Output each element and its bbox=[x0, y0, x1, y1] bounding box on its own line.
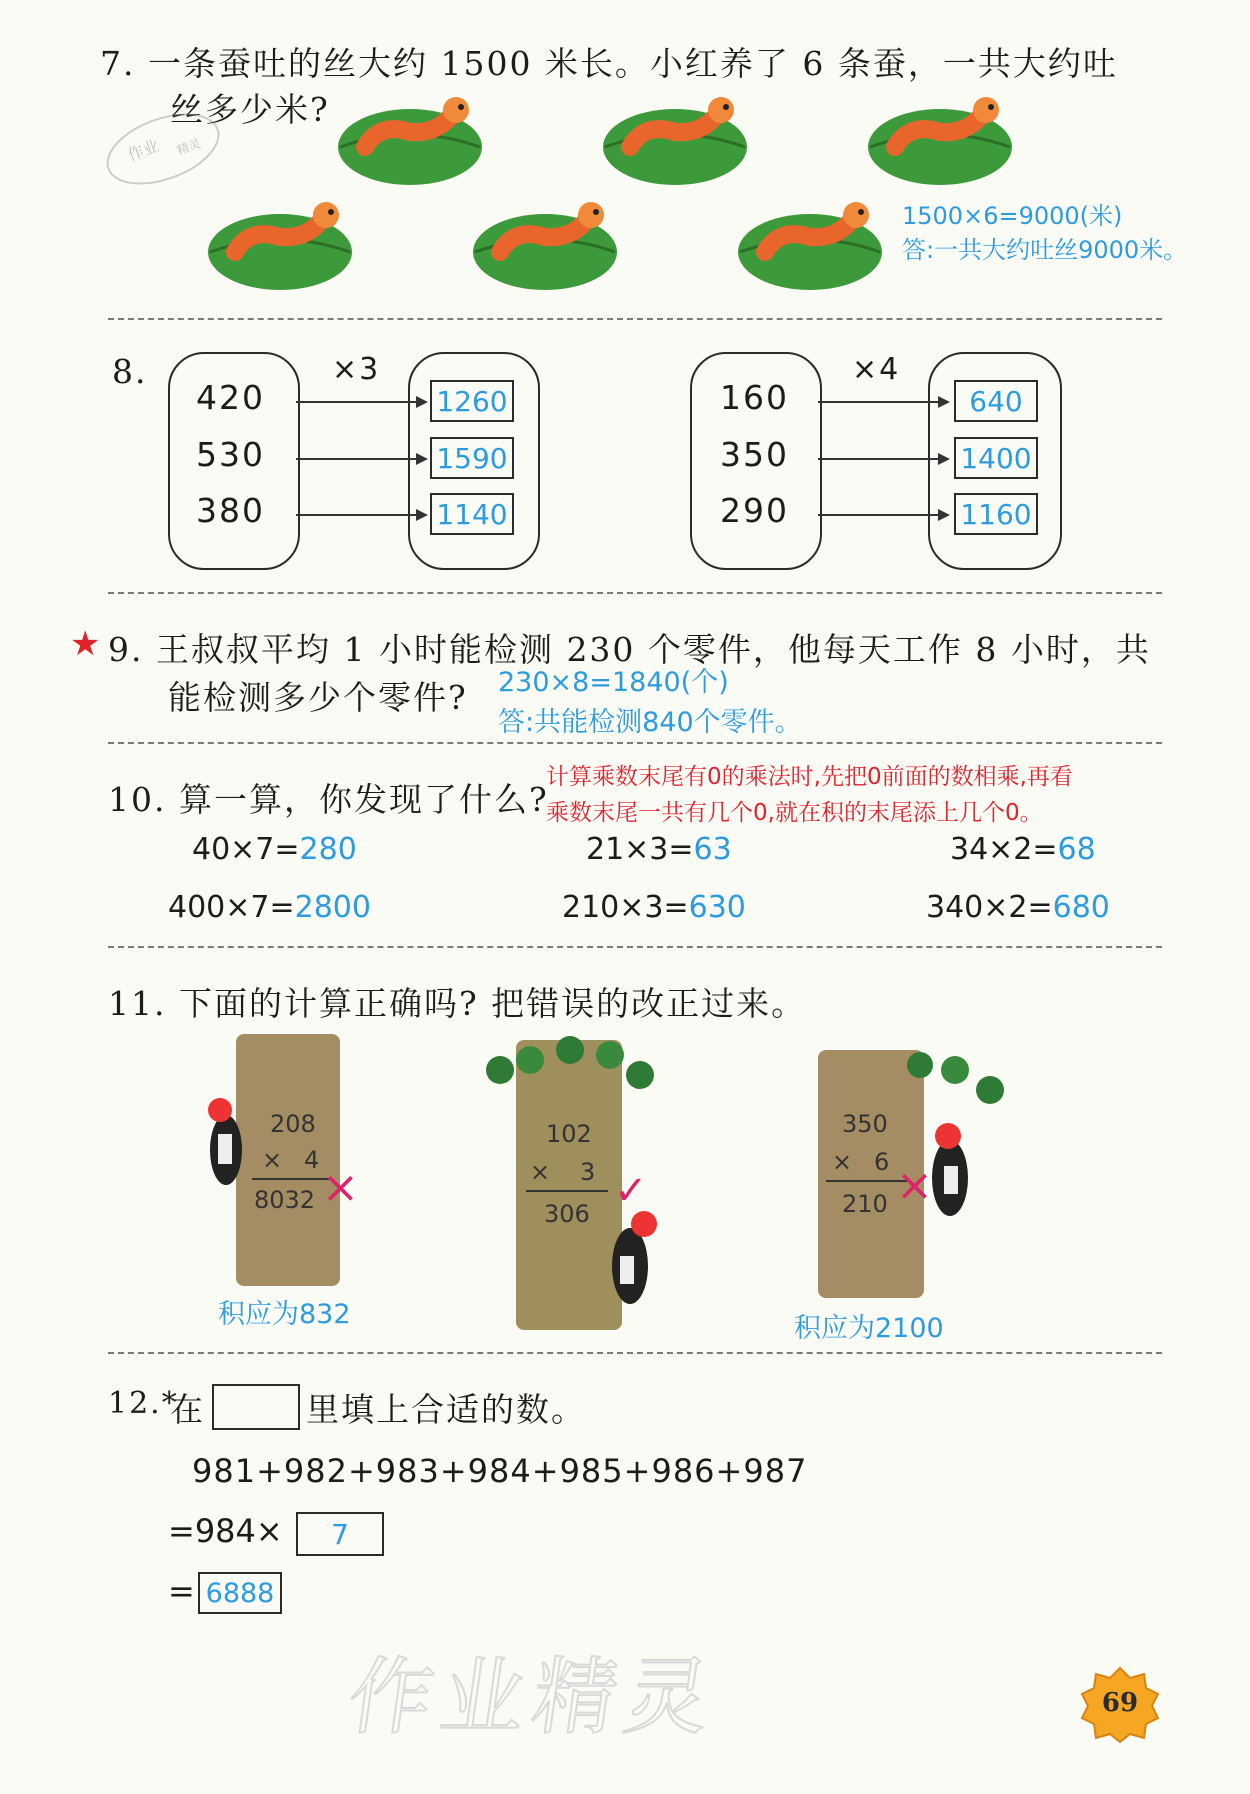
arrow-icon bbox=[818, 401, 948, 403]
woodpecker-icon bbox=[598, 1206, 668, 1316]
answer-box[interactable]: 1140 bbox=[430, 493, 514, 535]
input-value: 530 bbox=[196, 435, 265, 474]
watermark-text: 作业精灵 bbox=[342, 1648, 724, 1746]
q9-line2: 能检测多少个零件? bbox=[168, 678, 468, 717]
q12-line1: 981+982+983+984+985+986+987 bbox=[192, 1452, 808, 1490]
input-value: 420 bbox=[196, 378, 265, 417]
page-number: 69 bbox=[1101, 1688, 1139, 1718]
wrong-mark-icon: × bbox=[896, 1160, 933, 1211]
tree-times: × bbox=[530, 1158, 551, 1186]
tree-correction: 积应为2100 bbox=[794, 1313, 944, 1344]
answer-box[interactable]: 6888 bbox=[198, 1572, 282, 1614]
arrow-icon bbox=[818, 458, 948, 460]
tree-times: × bbox=[832, 1148, 853, 1176]
q12-number: 12.* bbox=[108, 1386, 179, 1421]
input-value: 160 bbox=[720, 378, 789, 417]
calc-item: 400×7=2800 bbox=[168, 890, 371, 925]
q8-number: 8. bbox=[112, 352, 148, 391]
tree-multiplier: 4 bbox=[304, 1146, 320, 1174]
answer-box[interactable]: 640 bbox=[954, 380, 1038, 422]
silkworm-icon bbox=[868, 97, 1012, 185]
tree-result: 306 bbox=[544, 1200, 590, 1228]
divider bbox=[108, 318, 1162, 320]
answer-box[interactable]: 1590 bbox=[430, 437, 514, 479]
svg-text:精灵: 精灵 bbox=[175, 136, 203, 158]
tree-multiplier: 6 bbox=[874, 1148, 890, 1176]
silkworm-icon bbox=[738, 202, 882, 290]
tree-rule bbox=[526, 1190, 608, 1192]
tree-result: 210 bbox=[842, 1190, 888, 1218]
input-value: 380 bbox=[196, 491, 265, 530]
blank-box-icon bbox=[212, 1384, 300, 1430]
q7-line1: 7. 一条蚕吐的丝大约 1500 米长。小红养了 6 条蚕，一共大约吐 bbox=[100, 44, 1118, 83]
q7-answer-text: 答:一共大约吐丝9000米。 bbox=[902, 236, 1188, 264]
tree-multiplicand: 208 bbox=[270, 1110, 316, 1138]
tree-result: 8032 bbox=[254, 1186, 316, 1214]
calc-item: 21×3=63 bbox=[586, 832, 732, 867]
q12-text-after: 里填上合适的数。 bbox=[306, 1390, 586, 1429]
tree-times: × bbox=[262, 1146, 283, 1174]
divider bbox=[108, 946, 1162, 948]
woodpecker-icon bbox=[196, 1090, 256, 1190]
operator-right: ×4 bbox=[852, 352, 901, 387]
answer-box[interactable]: 7 bbox=[296, 1512, 384, 1556]
divider bbox=[108, 742, 1162, 744]
check-mark-icon: ✓ bbox=[614, 1168, 648, 1214]
operator-left: ×3 bbox=[332, 352, 381, 387]
arrow-icon bbox=[818, 514, 948, 516]
q12-text-before: 在 bbox=[170, 1390, 205, 1429]
silkworm-icon bbox=[603, 97, 747, 185]
q10-note-line2: 乘数末尾一共有几个0,就在积的末尾添上几个0。 bbox=[546, 800, 1043, 826]
silkworm-icon bbox=[473, 202, 617, 290]
q12-line2-prefix: =984× bbox=[168, 1512, 283, 1550]
q10-prompt: 10. 算一算，你发现了什么? bbox=[108, 780, 549, 819]
q10-note-line1: 计算乘数末尾有0的乘法时,先把0前面的数相乘,再看 bbox=[546, 764, 1073, 790]
q9-answer-text: 答:共能检测840个零件。 bbox=[498, 707, 802, 738]
q11-prompt: 11. 下面的计算正确吗? 把错误的改正过来。 bbox=[108, 984, 807, 1023]
calc-item: 34×2=68 bbox=[950, 832, 1096, 867]
silkworm-icon bbox=[208, 202, 352, 290]
divider bbox=[108, 1352, 1162, 1354]
tree-correction: 积应为832 bbox=[218, 1299, 351, 1330]
silkworm-icon bbox=[338, 97, 482, 185]
tree-multiplicand: 350 bbox=[842, 1110, 888, 1138]
q9-line1: 9. 王叔叔平均 1 小时能检测 230 个零件，他每天工作 8 小时，共 bbox=[108, 630, 1151, 669]
q12-line3-prefix: = bbox=[168, 1572, 195, 1610]
calc-item: 210×3=630 bbox=[562, 890, 746, 925]
wrong-mark-icon: × bbox=[322, 1162, 359, 1213]
arrow-icon bbox=[296, 458, 426, 460]
answer-box[interactable]: 1160 bbox=[954, 493, 1038, 535]
star-icon: ★ bbox=[70, 624, 101, 664]
tree-multiplicand: 102 bbox=[546, 1120, 592, 1148]
calc-item: 40×7=280 bbox=[192, 832, 357, 867]
arrow-icon bbox=[296, 514, 426, 516]
tree-rule bbox=[252, 1178, 332, 1180]
answer-box[interactable]: 1400 bbox=[954, 437, 1038, 479]
calc-item: 340×2=680 bbox=[926, 890, 1110, 925]
q7-line2: 丝多少米? bbox=[170, 90, 330, 129]
q9-answer-calc: 230×8=1840(个) bbox=[498, 667, 729, 698]
divider bbox=[108, 592, 1162, 594]
silkworms-illustration bbox=[200, 92, 1020, 292]
svg-text:作业: 作业 bbox=[124, 135, 162, 165]
input-value: 290 bbox=[720, 491, 789, 530]
input-value: 350 bbox=[720, 435, 789, 474]
leaves-icon bbox=[480, 1030, 660, 1100]
leaves-icon bbox=[900, 1040, 1010, 1120]
tree-multiplier: 3 bbox=[580, 1158, 596, 1186]
answer-box[interactable]: 1260 bbox=[430, 380, 514, 422]
q7-answer-calc: 1500×6=9000(米) bbox=[902, 202, 1123, 230]
arrow-icon bbox=[296, 401, 426, 403]
